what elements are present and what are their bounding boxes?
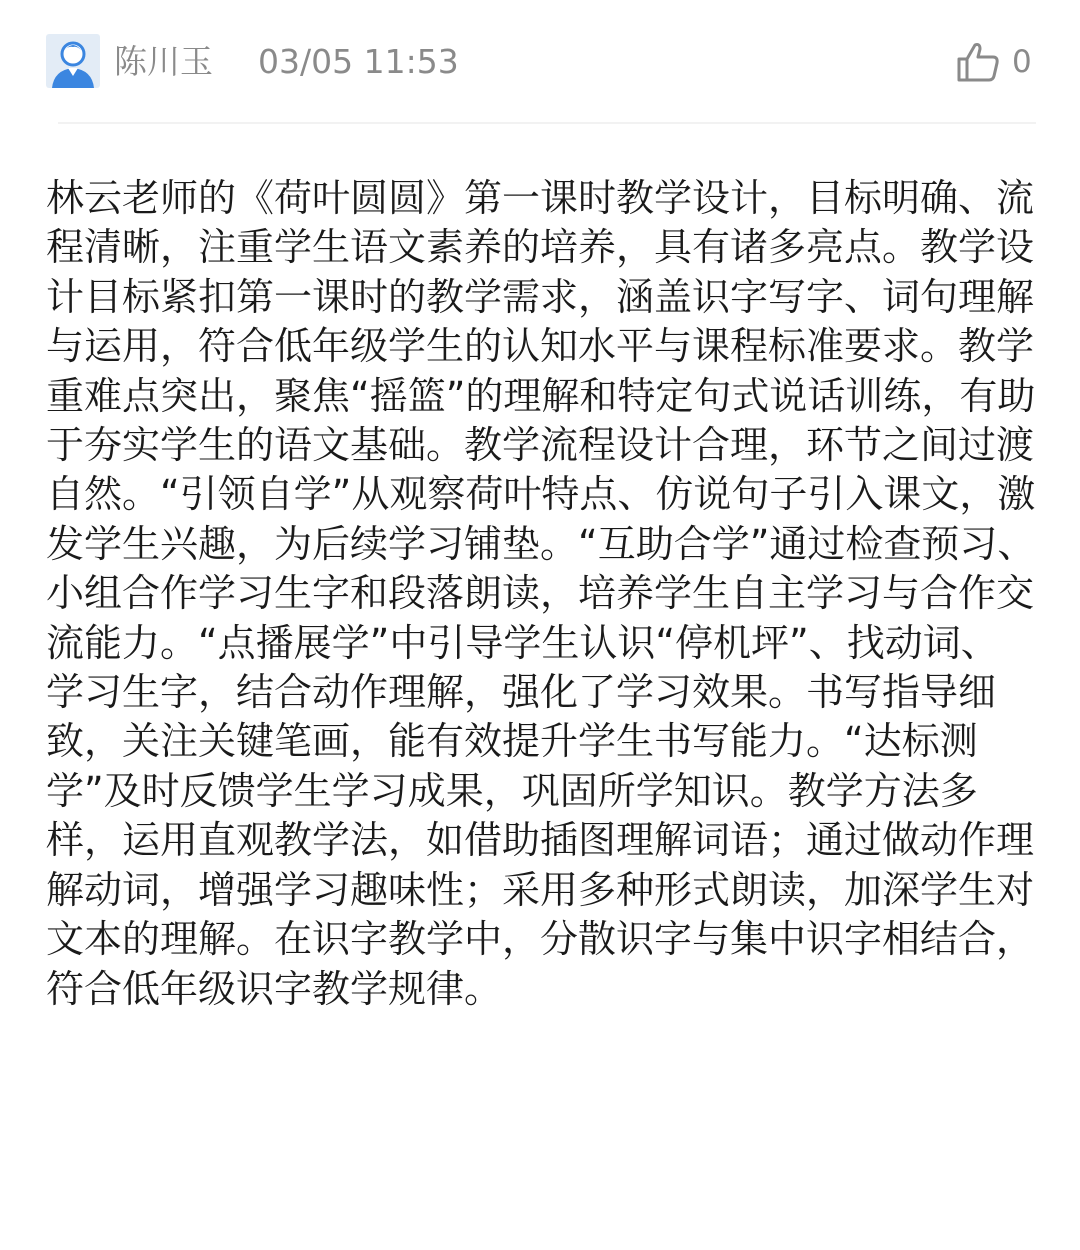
comment-text: 林云老师的《荷叶圆圆》第一课时教学设计，目标明确、流程清晰，注重学生语文素养的培养，具有诸多亮点。教学设计目标紧扣第一课时的教学需求，涵盖识字写字、词句理解与运用，符合低年级学生的认知水平与课程标准要求。教学重难点突出，聚焦“摇篮”的理解和特定句式说话训练，有助于夯实学生的语文基础。教学流程设计合理，环节之间过渡自然。“引领自学”从观察荷叶特点、仿说句子引入课文，激发学生兴趣，为后续学习铺垫。“互助合学”通过检查预习、小组合作学习生字和段落朗读，培养学生自主学习与合作交流能力。“点播展学”中引导学生认识“停机坪”、找动词、学习生字，结合动作理解，强化了学习效果。书写指导细致，关注关键笔画，能有效提升学生书写能力。“达标测学”及时反馈学生学习成果，巩固所学知识。教学方法多样，运用直观教学法，如借助插图理解词语；通过做动作理解动词，增强学习趣味性；采用多种形式朗读，加深学生对文本的理解。在识字教学中，分散识字与集中识字相结合，符合低年级识字教学规律。	[46, 176, 1036, 1011]
user-avatar-icon[interactable]	[46, 34, 100, 88]
author-name[interactable]: 陈川玉	[114, 42, 213, 81]
thumbs-up-icon	[956, 40, 1000, 84]
like-button[interactable]	[952, 38, 1042, 88]
header-divider	[58, 122, 1036, 124]
comment-header	[0, 0, 1080, 120]
like-count: 0	[1012, 44, 1032, 80]
comment-timestamp: 03/05 11:53	[258, 42, 459, 81]
